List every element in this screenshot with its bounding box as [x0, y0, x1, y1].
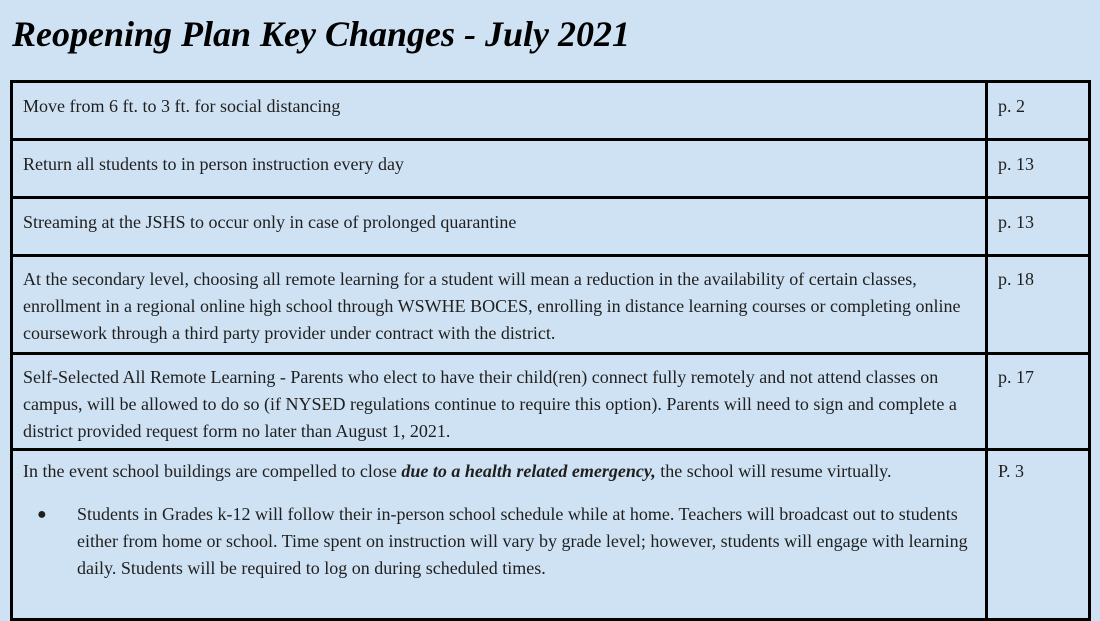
table-row: [12, 354, 1090, 450]
sub-bullet-list: [23, 501, 975, 582]
page-title: Reopening Plan Key Changes - July 2021: [12, 14, 631, 54]
text-before-emphasis: In the event school buildings are compelled to close: [23, 461, 402, 481]
list-item: [37, 501, 975, 582]
page-reference: P. 3: [987, 450, 1090, 620]
table-row: [12, 256, 1090, 354]
change-description: Self-Selected All Remote Learning - Parents who elect to have their child(ren) connect fully remotely and not attend classes on campus, will be allowed to do so (if NYSED regulations continue to require this option). Parents will need to sign and complete a district provided request form no later than August 1, 2021.: [12, 354, 987, 450]
page-reference: p. 17: [987, 354, 1090, 450]
page-reference: p. 2: [987, 82, 1090, 140]
change-description: Move from 6 ft. to 3 ft. for social distancing: [12, 82, 987, 140]
change-description: At the secondary level, choosing all remote learning for a student will mean a reduction in the availability of certain classes, enrollment in a regional online high school through WSWHE BOCES, enrolling in distance learning courses or completing online coursework through a third party provider under contract with the district.: [12, 256, 987, 354]
bullet-icon: ●: [37, 506, 47, 523]
table-row: [12, 198, 1090, 256]
change-description: [12, 450, 987, 620]
table-row: [12, 450, 1090, 620]
change-description: Streaming at the JSHS to occur only in case of prolonged quarantine: [12, 198, 987, 256]
key-changes-table: [10, 80, 1091, 621]
page-reference: p. 13: [987, 198, 1090, 256]
table-row: [12, 82, 1090, 140]
change-description: Return all students to in person instruction every day: [12, 140, 987, 198]
table-row: [12, 140, 1090, 198]
list-item-text: Students in Grades k-12 will follow their in-person school schedule while at home. Teachers will broadcast out to students either from home or school. Time spent on instruction will vary by grade level; however, students will engage with learning daily. Students will be required to log on during scheduled times.: [77, 504, 968, 578]
emphasized-text: due to a health related emergency,: [401, 461, 656, 481]
page-reference: p. 13: [987, 140, 1090, 198]
text-after-emphasis: the school will resume virtually.: [655, 461, 892, 481]
page-reference: p. 18: [987, 256, 1090, 354]
